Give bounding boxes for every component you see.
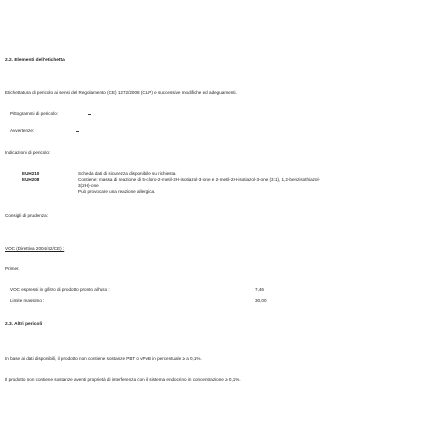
pictograms-label: Pittogrammi di pericolo:	[10, 111, 58, 116]
voc-row-value: 7,46	[255, 287, 264, 292]
hazard-text: Scheda dati di sicurezza disponibile su richiesta.	[78, 171, 177, 176]
labelling-intro: Etichettatura di pericolo ai sensi del Regolamento (CE) 1272/2008 (CLP) e successive modifiche ed adeguamenti.	[5, 90, 237, 95]
voc-heading: VOC (Direttiva 2004/42/CE) :	[5, 246, 65, 251]
hazard-text: Può provocare una reazione allergica.	[78, 189, 156, 194]
hazard-text: Contiene: massa di reazione di 5-cloro-2-metil-2H-isotiazol-3-one e 2-metil-2H-isotiazol-3-one (3:1), 1,2-benzisothiazol-	[78, 177, 321, 182]
voc-primer: Primer.	[5, 266, 20, 271]
hazard-code: EUH210	[22, 171, 40, 176]
voc-row-value: 30,00	[255, 298, 267, 303]
section-title-2-2: 2.2. Elementi dell'etichetta	[5, 58, 65, 63]
warning-dash	[76, 131, 79, 132]
pictograms-dash	[88, 114, 91, 115]
hazard-text: 3(2H)-one	[78, 183, 99, 188]
voc-row-label: VOC espressi in g/litro di prodotto pronto all'uso :	[10, 287, 110, 292]
section-title-2-3: 2.3. Altri pericoli	[5, 322, 43, 327]
hazard-code: EUH208	[22, 177, 40, 182]
warning-label: Avvertenze:	[10, 128, 35, 133]
precaution-label: Consigli di prudenza:	[5, 213, 48, 218]
voc-row-label: Limite massimo :	[10, 298, 45, 303]
endocrine-text: Il prodotto non contiene sostanze aventi proprietà di interferenza con il sistema endocrino in concentrazione ≥ 0,1%.	[5, 377, 241, 382]
hazard-label: Indicazioni di pericolo:	[5, 150, 51, 155]
other-hazards-text: In base ai dati disponibili, il prodotto non contiene sostanze PBT o vPvB in percentuale ≥ a 0,1%.	[5, 356, 202, 361]
